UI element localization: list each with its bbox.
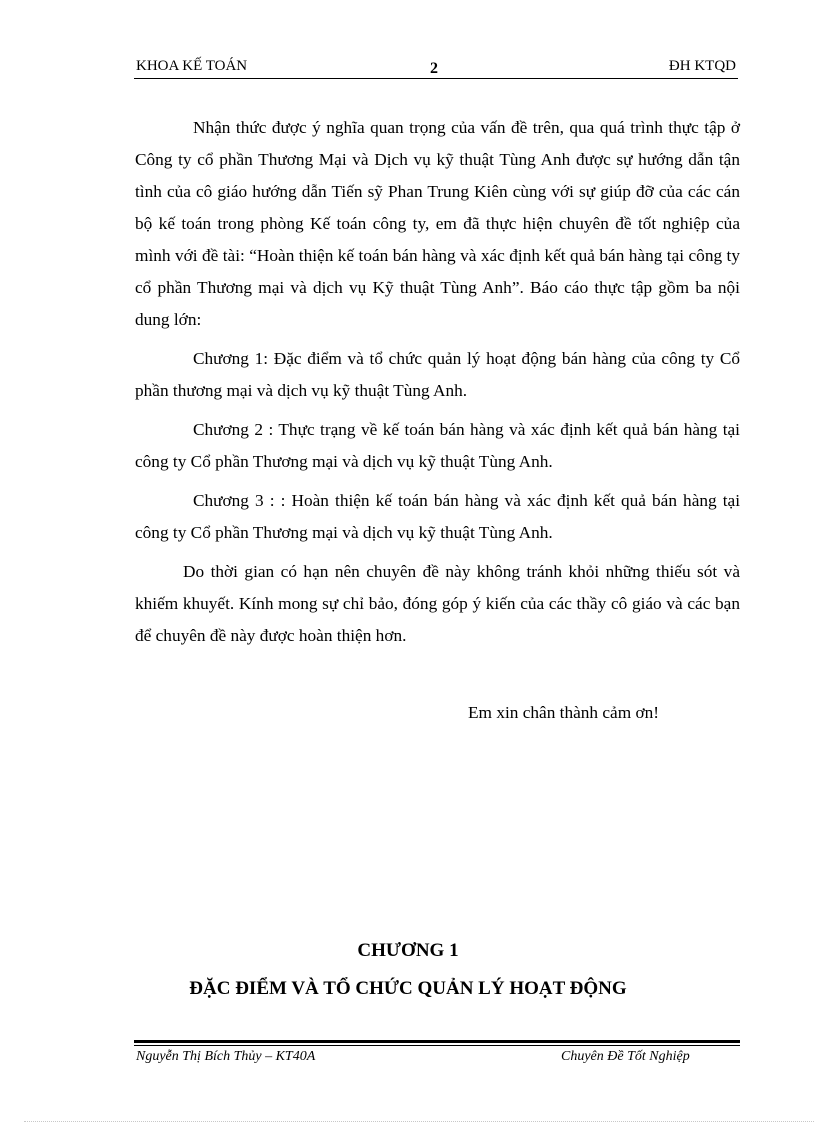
chapter-heading-title: ĐẶC ĐIỂM VÀ TỔ CHỨC QUẢN LÝ HOẠT ĐỘNG	[189, 978, 627, 999]
header-divider	[134, 78, 738, 79]
chapter3-summary: Chương 3 : : Hoàn thiện kế toán bán hàng và xác định kết quả bán hàng tại công ty Cổ phần Thương mại và dịch vụ kỹ thuật Tùng Anh.	[135, 491, 740, 542]
footer-author: Nguyễn Thị Bích Thủy – KT40A	[136, 1049, 316, 1064]
thanks-line: Em xin chân thành cảm ơn!	[468, 703, 660, 722]
page-number: 2	[430, 60, 438, 77]
header-university: ĐH KTQD	[668, 58, 736, 74]
intro-paragraph: Nhận thức được ý nghĩa quan trọng của vấn đề trên, qua quá trình thực tập ở Công ty cổ phần Thương Mại và Dịch vụ kỹ thuật Tùng Anh được sự hướng dẫn tận tình của cô giáo hướng dẫn Tiến sỹ Phan Trung Kiên cùng với sự giúp đỡ của các cán bộ kế toán trong phòng Kế toán công ty, em đã thực hiện chuyên đề tốt nghiệp của mình với đề tài: “Hoàn thiện kế toán bán hàng và xác định kết quả bán hàng tại công ty cổ phần Thương mại và dịch vụ Kỹ thuật Tùng Anh”. Báo cáo thực tập gồm ba nội dung lớn:	[135, 118, 740, 329]
page-bottom-edge	[24, 1121, 814, 1122]
footer-doc-type: Chuyên Đề Tốt Nghiệp	[561, 1049, 690, 1064]
footer-divider-thin	[134, 1045, 740, 1046]
chapter-heading-number: CHƯƠNG 1	[357, 940, 459, 961]
page-header	[134, 54, 738, 78]
footer-divider-thick	[134, 1040, 740, 1043]
header-faculty: KHOA KẾ TOÁN	[136, 58, 248, 74]
chapter2-summary: Chương 2 : Thực trạng về kế toán bán hàng và xác định kết quả bán hàng tại công ty Cổ phần Thương mại và dịch vụ kỹ thuật Tùng Anh.	[135, 420, 740, 471]
document-body	[135, 112, 740, 652]
chapter1-summary: Chương 1: Đặc điểm và tổ chức quản lý hoạt động bán hàng của công ty Cổ phần thương mại và dịch vụ kỹ thuật Tùng Anh.	[135, 349, 740, 400]
closing-paragraph: Do thời gian có hạn nên chuyên đề này không tránh khỏi những thiếu sót và khiếm khuyết. Kính mong sự chỉ bảo, đóng góp ý kiến của các thầy cô giáo và các bạn để chuyên đề này được hoàn thiện hơn.	[135, 562, 740, 645]
